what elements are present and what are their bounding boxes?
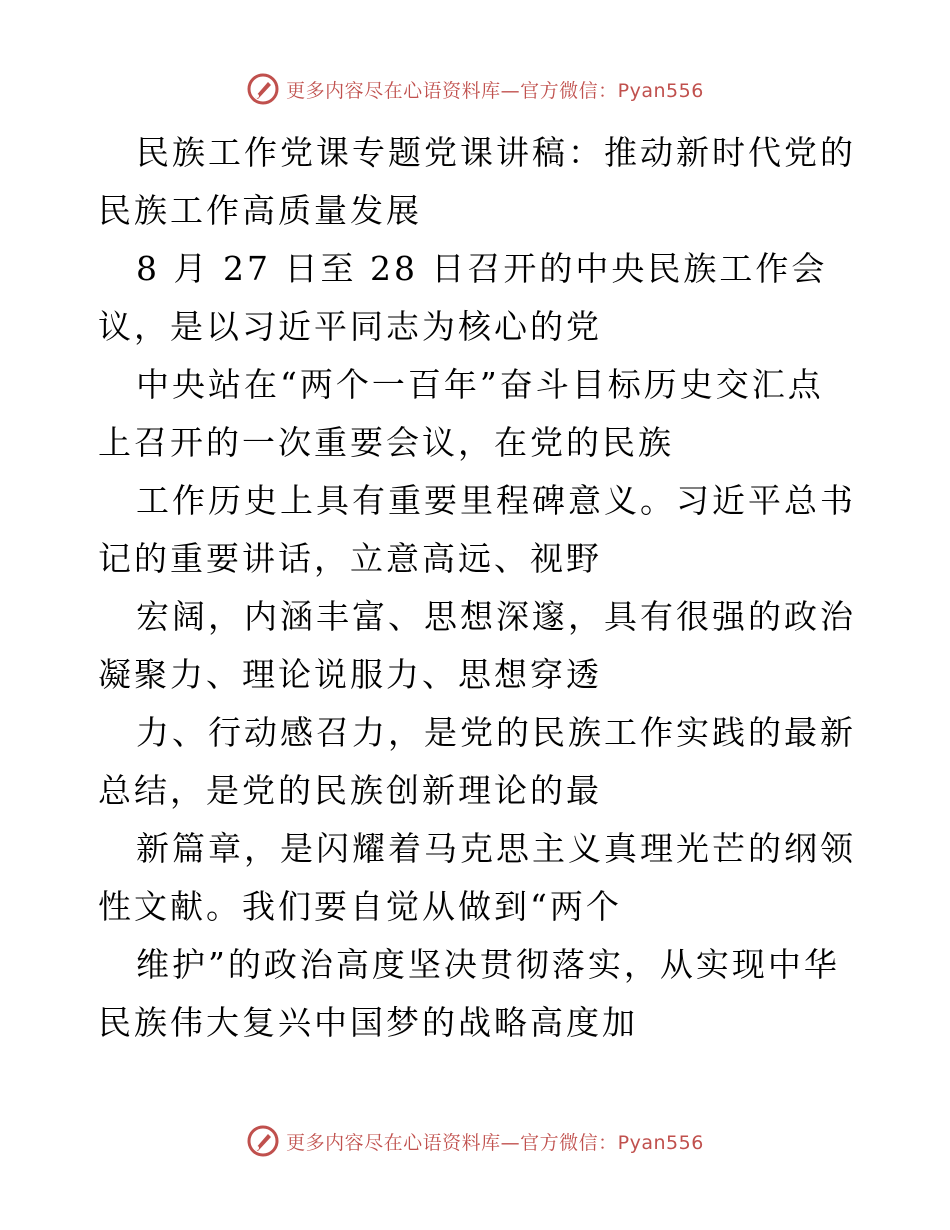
paragraph-6: 力、行动感召力，是党的民族工作实践的最新总结，是党的民族创新理论的最 (98, 713, 856, 810)
paragraph-1: 民族工作党课专题党课讲稿：推动新时代党的民族工作高质量发展 (98, 133, 856, 230)
document-body (98, 124, 858, 1052)
footer-watermark (0, 1124, 950, 1158)
watermark-text: 更多内容尽在心语资料库—官方微信：Pyan556 (286, 1131, 704, 1154)
paragraph-3: 中央站在“两个一百年”奋斗目标历史交汇点上召开的一次重要会议，在党的民族 (98, 365, 824, 462)
paragraph-5: 宏阔，内涵丰富、思想深邃，具有很强的政治凝聚力、理论说服力、思想穿透 (98, 597, 856, 694)
paragraph-2: 8 月 27 日至 28 日召开的中央民族工作会议，是以习近平同志为核心的党 (98, 249, 828, 346)
pen-logo-icon (246, 1124, 280, 1158)
header-watermark (0, 72, 950, 106)
paragraph-4: 工作历史上具有重要里程碑意义。习近平总书记的重要讲话，立意高远、视野 (98, 481, 856, 578)
paragraph-7: 新篇章，是闪耀着马克思主义真理光芒的纲领性文献。我们要自觉从做到“两个 (98, 829, 856, 926)
paragraph-8: 维护”的政治高度坚决贯彻落实，从实现中华民族伟大复兴中国梦的战略高度加 (98, 945, 840, 1042)
watermark-text: 更多内容尽在心语资料库—官方微信：Pyan556 (286, 79, 704, 102)
pen-logo-icon (246, 72, 280, 106)
